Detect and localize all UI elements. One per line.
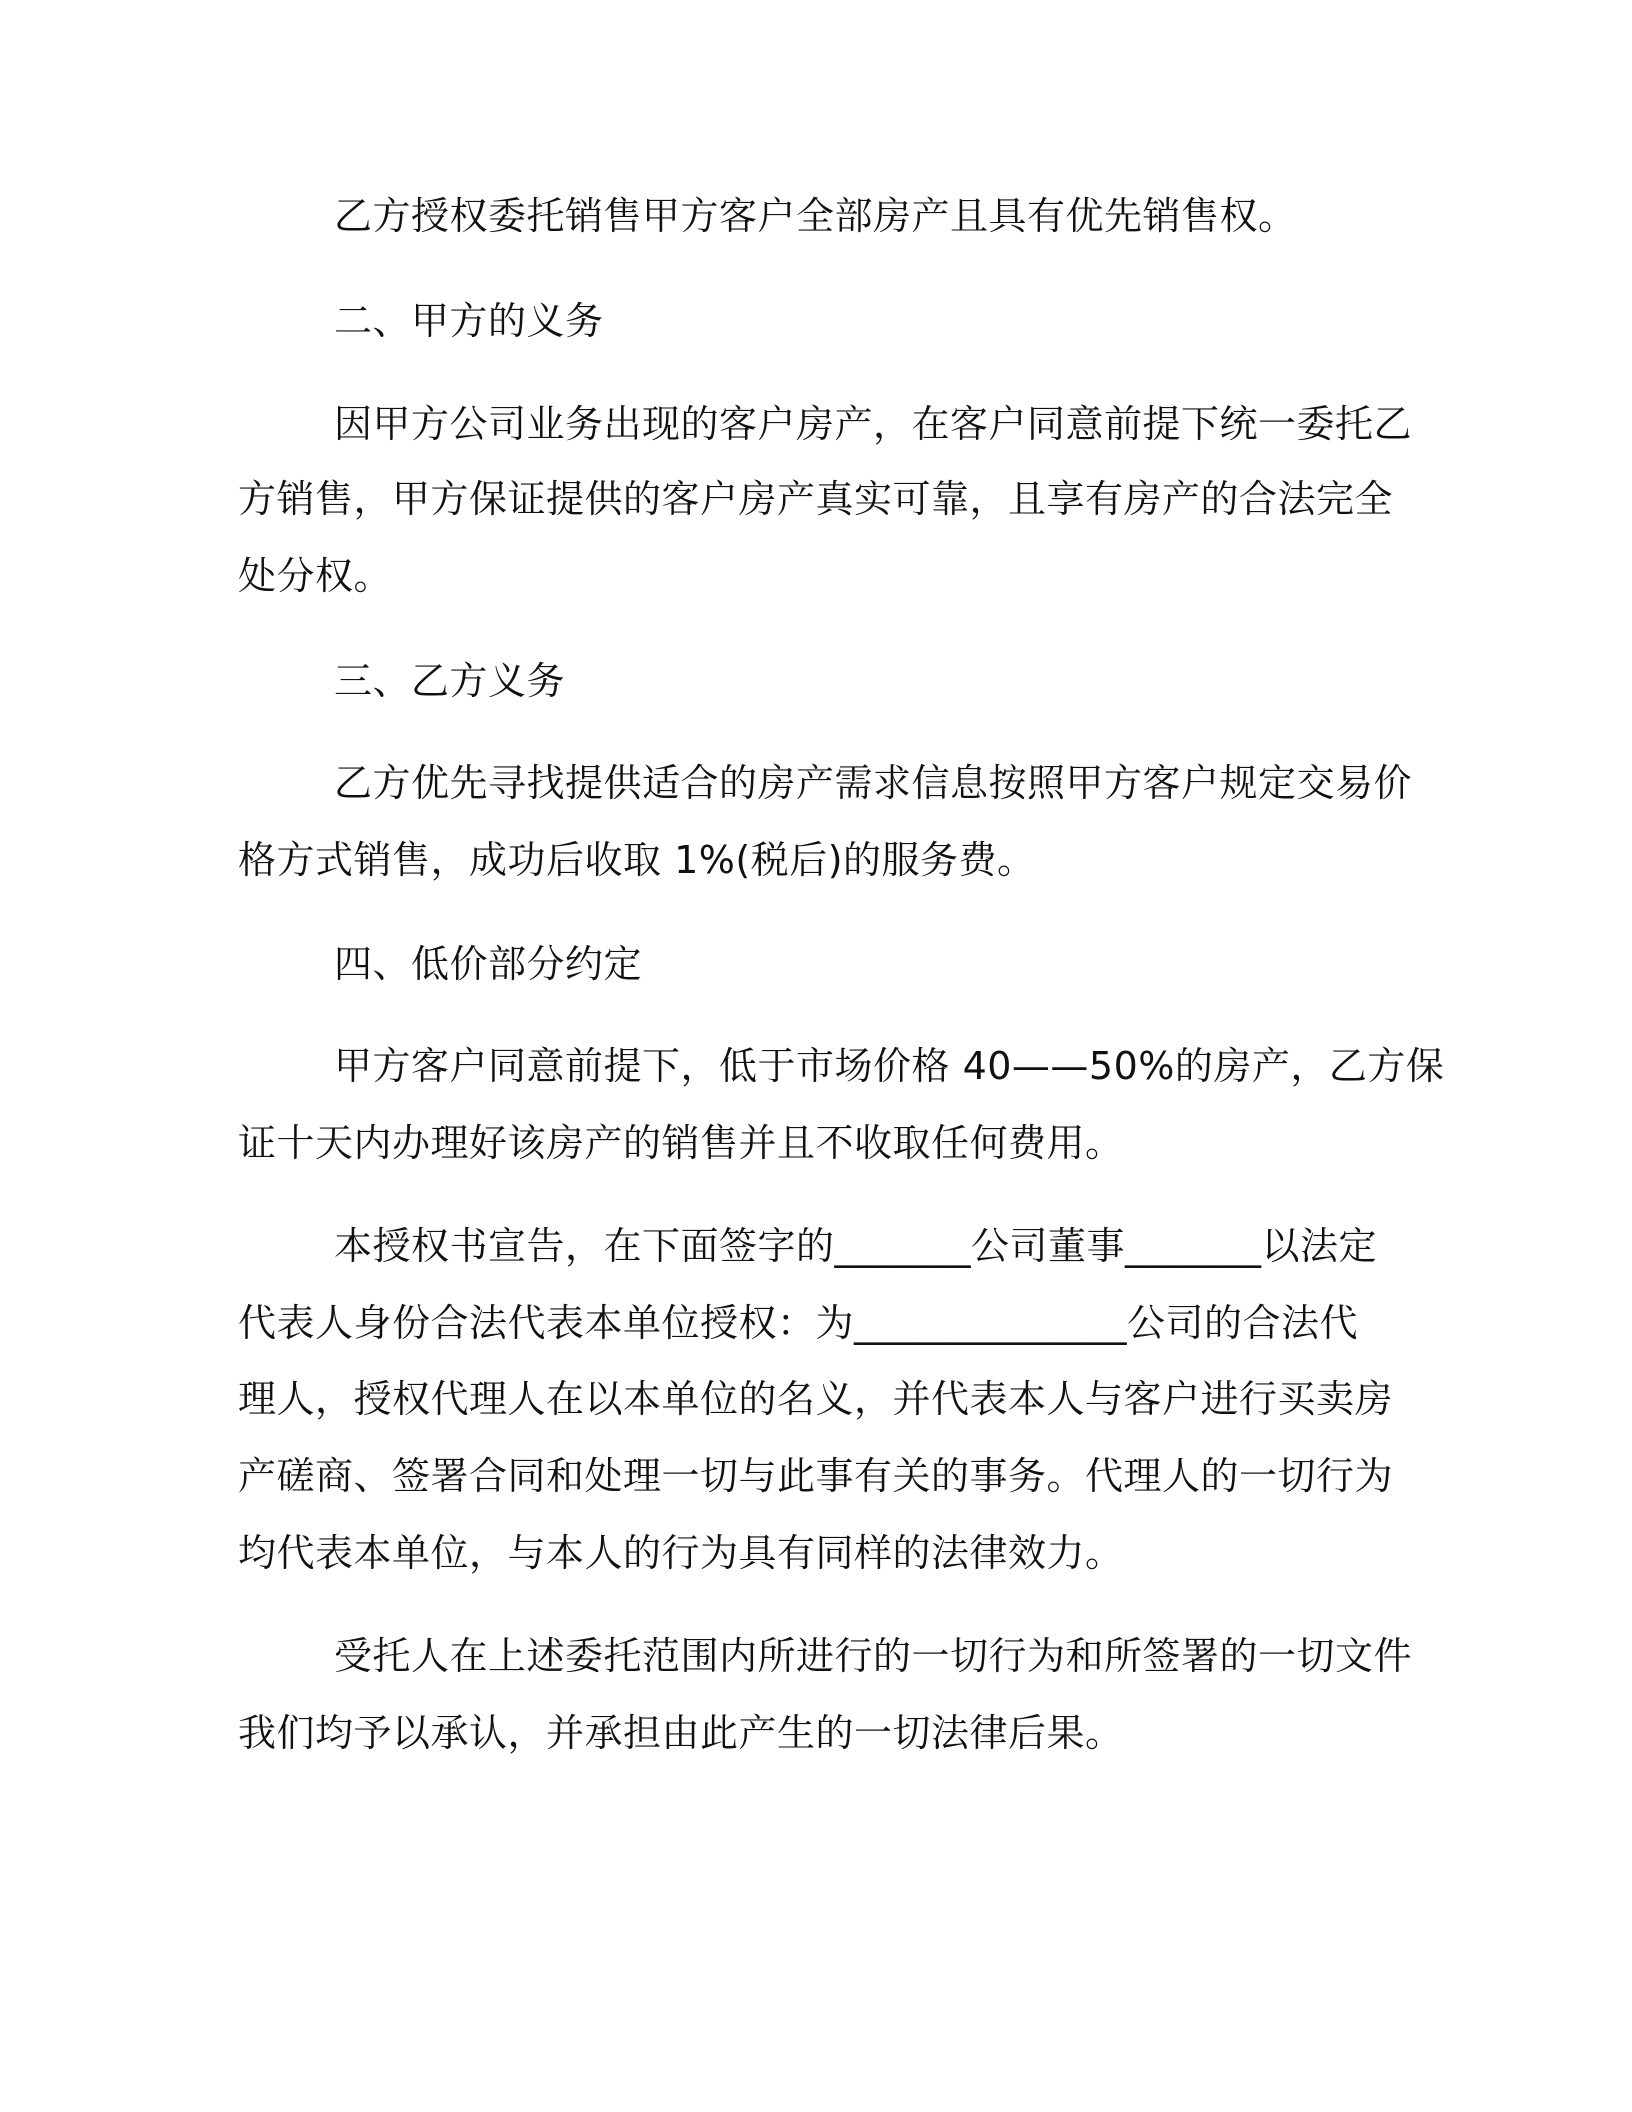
section-heading: 三、乙方义务 [334, 659, 566, 703]
paragraph-line: 处分权。 [238, 554, 393, 598]
paragraph-line: 我们均予以承认，并承担由此产生的一切法律后果。 [238, 1711, 1124, 1755]
paragraph-line: 均代表本单位，与本人的行为具有同样的法律效力。 [238, 1531, 1124, 1575]
section-heading: 四、低价部分约定 [334, 942, 643, 986]
paragraph-line: 受托人在上述委托范围内所进行的一切行为和所签署的一切文件 [334, 1634, 1413, 1678]
paragraph-line: 产磋商、签署合同和处理一切与此事有关的事务。代理人的一切行为 [238, 1454, 1394, 1498]
paragraph-line: 理人，授权代理人在以本单位的名义，并代表本人与客户进行买卖房 [238, 1377, 1394, 1421]
paragraph-line: 证十天内办理好该房产的销售并且不收取任何费用。 [238, 1121, 1124, 1165]
paragraph-line: 本授权书宣告，在下面签字的_______公司董事_______以法定 [334, 1224, 1378, 1268]
section-heading: 二、甲方的义务 [334, 299, 604, 343]
paragraph-line: 代表人身份合法代表本单位授权：为______________公司的合法代 [238, 1301, 1359, 1345]
paragraph-line: 因甲方公司业务出现的客户房产，在客户同意前提下统一委托乙 [334, 402, 1413, 446]
paragraph-line: 乙方优先寻找提供适合的房产需求信息按照甲方客户规定交易价 [334, 761, 1413, 805]
paragraph-line: 格方式销售，成功后收取 1%(税后)的服务费。 [238, 838, 1036, 882]
paragraph-line: 甲方客户同意前提下，低于市场价格 40——50%的房产，乙方保 [334, 1044, 1445, 1088]
paragraph-line: 乙方授权委托销售甲方客户全部房产且具有优先销售权。 [334, 194, 1297, 238]
paragraph-line: 方销售，甲方保证提供的客户房产真实可靠，且享有房产的合法完全 [238, 477, 1394, 521]
